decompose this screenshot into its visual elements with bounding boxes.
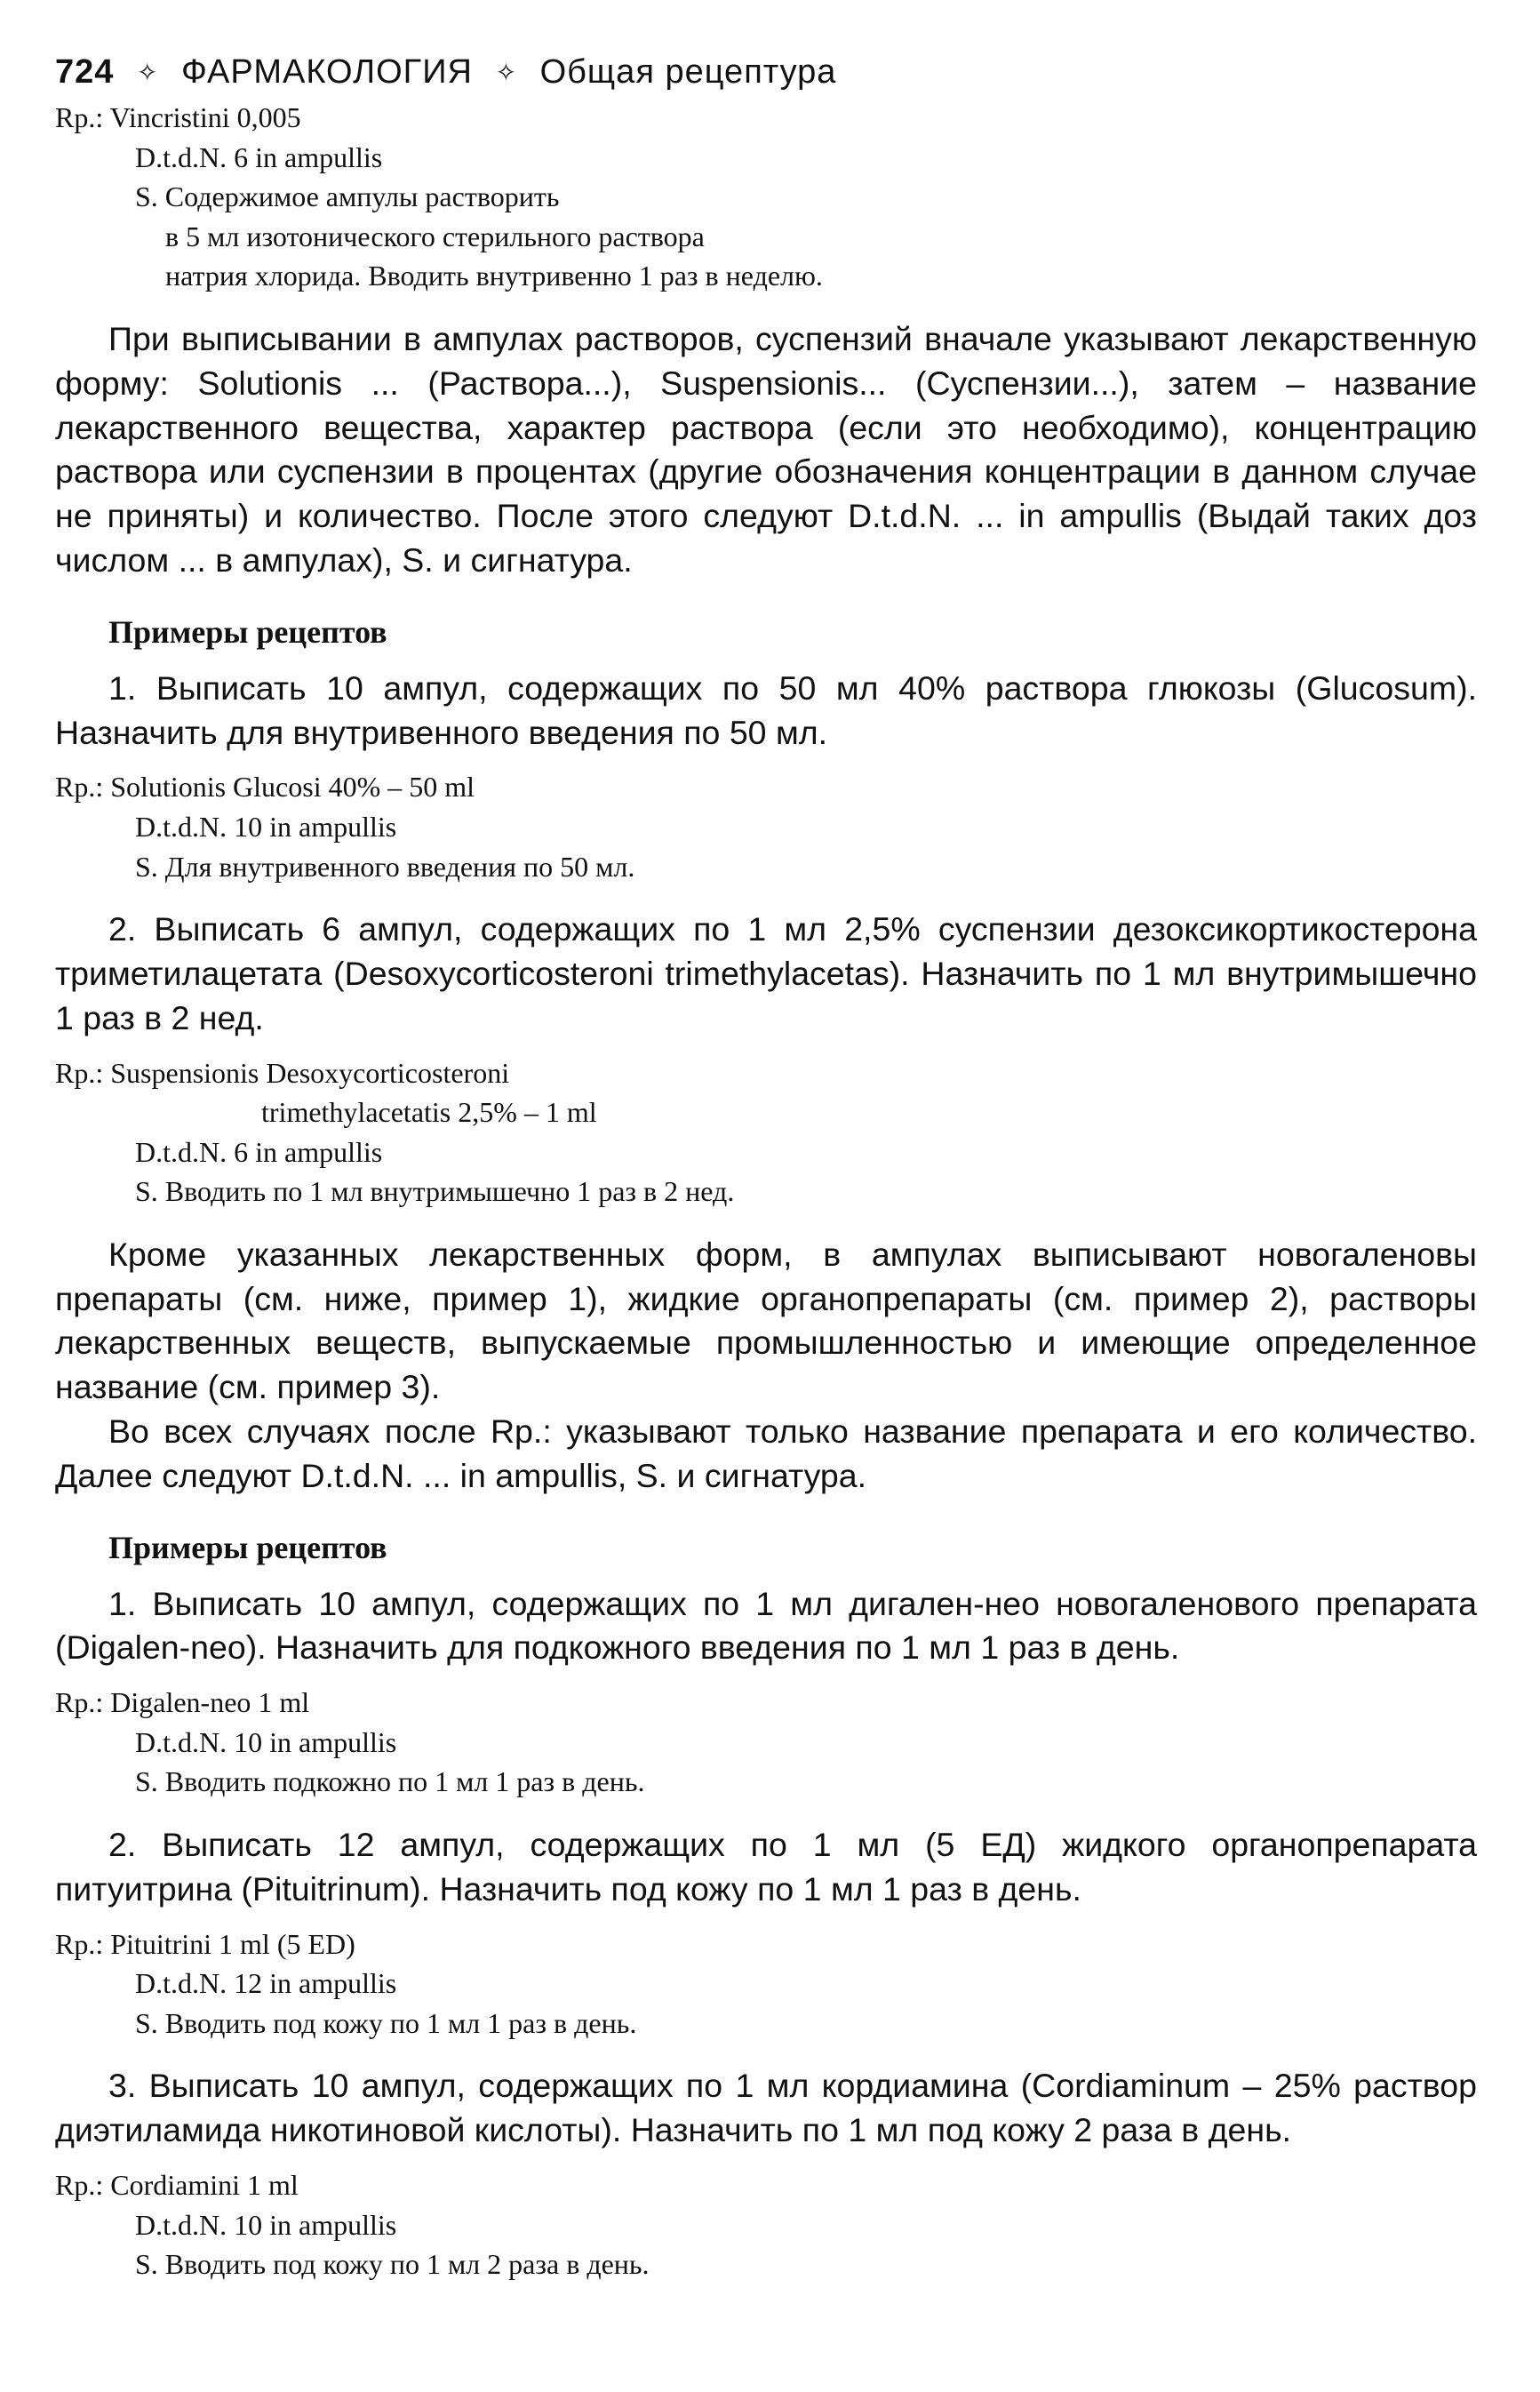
rx-line: Rp.: Digalen-neo 1 ml — [55, 1686, 310, 1719]
section-title: ФАРМАКОЛОГИЯ — [181, 53, 473, 91]
rx-line: trimethylacetatis 2,5% – 1 ml — [261, 1096, 597, 1129]
paragraph-other-forms: Кроме указанных лекарственных форм, в ампулах выписывают новогаленовы препараты (см. ниже, пример 1), жидкие органопрепараты (см. пример 2), растворы лекарственных веществ, выпускаемые промышленностью и имеющие определенное название (см. пример 3). — [55, 1235, 1477, 1406]
page — [55, 46, 1477, 2284]
diamond-arrow-icon: ✧ — [136, 59, 159, 86]
rx-line: S. Вводить подкожно по 1 мл 1 раз в день. — [135, 1765, 645, 1798]
prescription-digalen — [55, 1683, 1477, 1802]
example-text: 2. Выписать 12 ампул, содержащих по 1 мл (5 ЕД) жидкого органопрепарата питуитрина (Pituitrinum). Назначить под кожу по 1 мл 1 раз в день. — [55, 1826, 1477, 1908]
rx-line: натрия хлорида. Вводить внутривенно 1 раз в неделю. — [165, 260, 823, 292]
prescription-pituitrin — [55, 1924, 1477, 2044]
subsection-title: Общая рецептура — [539, 53, 837, 91]
prescription-desoxycorticosterone — [55, 1053, 1477, 1212]
paragraph-all-cases: Во всех случаях после Rp.: указывают только название препарата и его количество. Далее следуют D.t.d.N. ... in ampullis, S. и сигнатура. — [55, 1412, 1477, 1494]
rx-line: S. Для внутривенного введения по 50 мл. — [135, 850, 635, 883]
prescription-cordiamine — [55, 2165, 1477, 2284]
rx-line: Rp.: Suspensionis Desoxycorticosteroni — [55, 1056, 510, 1089]
prescription-glucose — [55, 767, 1477, 886]
paragraph-ampoule-rules: При выписывании в ампулах растворов, суспензий вначале указывают лекарственную форму: Solutionis ... (Раствора...), Suspensionis... (Суспензии...), затем – название лекарственного вещества, характер раствора (если это необходимо), концентрацию раствора или суспензии в процентах (другие обозначения концентрации в данном случае не приняты) и количество. После этого следуют D.t.d.N. ... in ampullis (Выдай таких доз числом ... в ампулах), S. и сигнатура. — [55, 319, 1477, 579]
example-text: 1. Выписать 10 ампул, содержащих по 1 мл дигален-нео новогаленового препарата (Digalen-neo). Назначить для подкожного введения по 1 мл 1 раз в день. — [55, 1584, 1477, 1667]
rx-line: Rp.: Solutionis Glucosi 40% – 50 ml — [55, 771, 475, 804]
rx-line: S. Содержимое ампулы растворить — [135, 180, 560, 213]
example-text: 3. Выписать 10 ампул, содержащих по 1 мл кордиамина (Cordiaminum – 25% раствор диэтиламида никотиновой кислоты). Назначить по 1 мл под кожу 2 раза в день. — [55, 2067, 1477, 2149]
example-text: 2. Выписать 6 ампул, содержащих по 1 мл 2,5% суспензии дезоксикортикостерона триметилацетата (Desoxycorticosteroni trimethylacetas). Назначить по 1 мл внутримышечно 1 раз в 2 нед. — [55, 910, 1477, 1036]
running-header — [55, 46, 1477, 98]
rx-line: D.t.d.N. 10 in ampullis — [135, 810, 397, 843]
rx-line: D.t.d.N. 6 in ampullis — [135, 140, 383, 173]
prescription-vincristine — [55, 98, 1477, 296]
rx-line: D.t.d.N. 10 in ampullis — [135, 1725, 397, 1758]
section-heading: Примеры рецептов — [108, 1529, 387, 1565]
diamond-arrow-icon: ✧ — [495, 59, 518, 86]
page-number: 724 — [55, 53, 115, 91]
rx-line: в 5 мл изотонического стерильного раствора — [165, 220, 705, 252]
example-text: 1. Выписать 10 ампул, содержащих по 50 мл 40% раствора глюкозы (Glucosum). Назначить для внутривенного введения по 50 мл. — [55, 668, 1477, 751]
rx-line: S. Вводить под кожу по 1 мл 2 раза в день. — [135, 2248, 650, 2281]
section-heading: Примеры рецептов — [108, 613, 387, 650]
rx-line: S. Вводить по 1 мл внутримышечно 1 раз в 2 нед. — [135, 1175, 735, 1208]
rx-line: D.t.d.N. 10 in ampullis — [135, 2208, 397, 2241]
rx-line: Rp.: Vincristini 0,005 — [55, 101, 301, 133]
rx-line: S. Вводить под кожу по 1 мл 1 раз в день. — [135, 2006, 637, 2039]
rx-line: D.t.d.N. 6 in ampullis — [135, 1135, 383, 1168]
rx-line: D.t.d.N. 12 in ampullis — [135, 1967, 397, 2000]
rx-line: Rp.: Pituitrini 1 ml (5 ED) — [55, 1927, 355, 1960]
rx-line: Rp.: Cordiamini 1 ml — [55, 2169, 299, 2202]
